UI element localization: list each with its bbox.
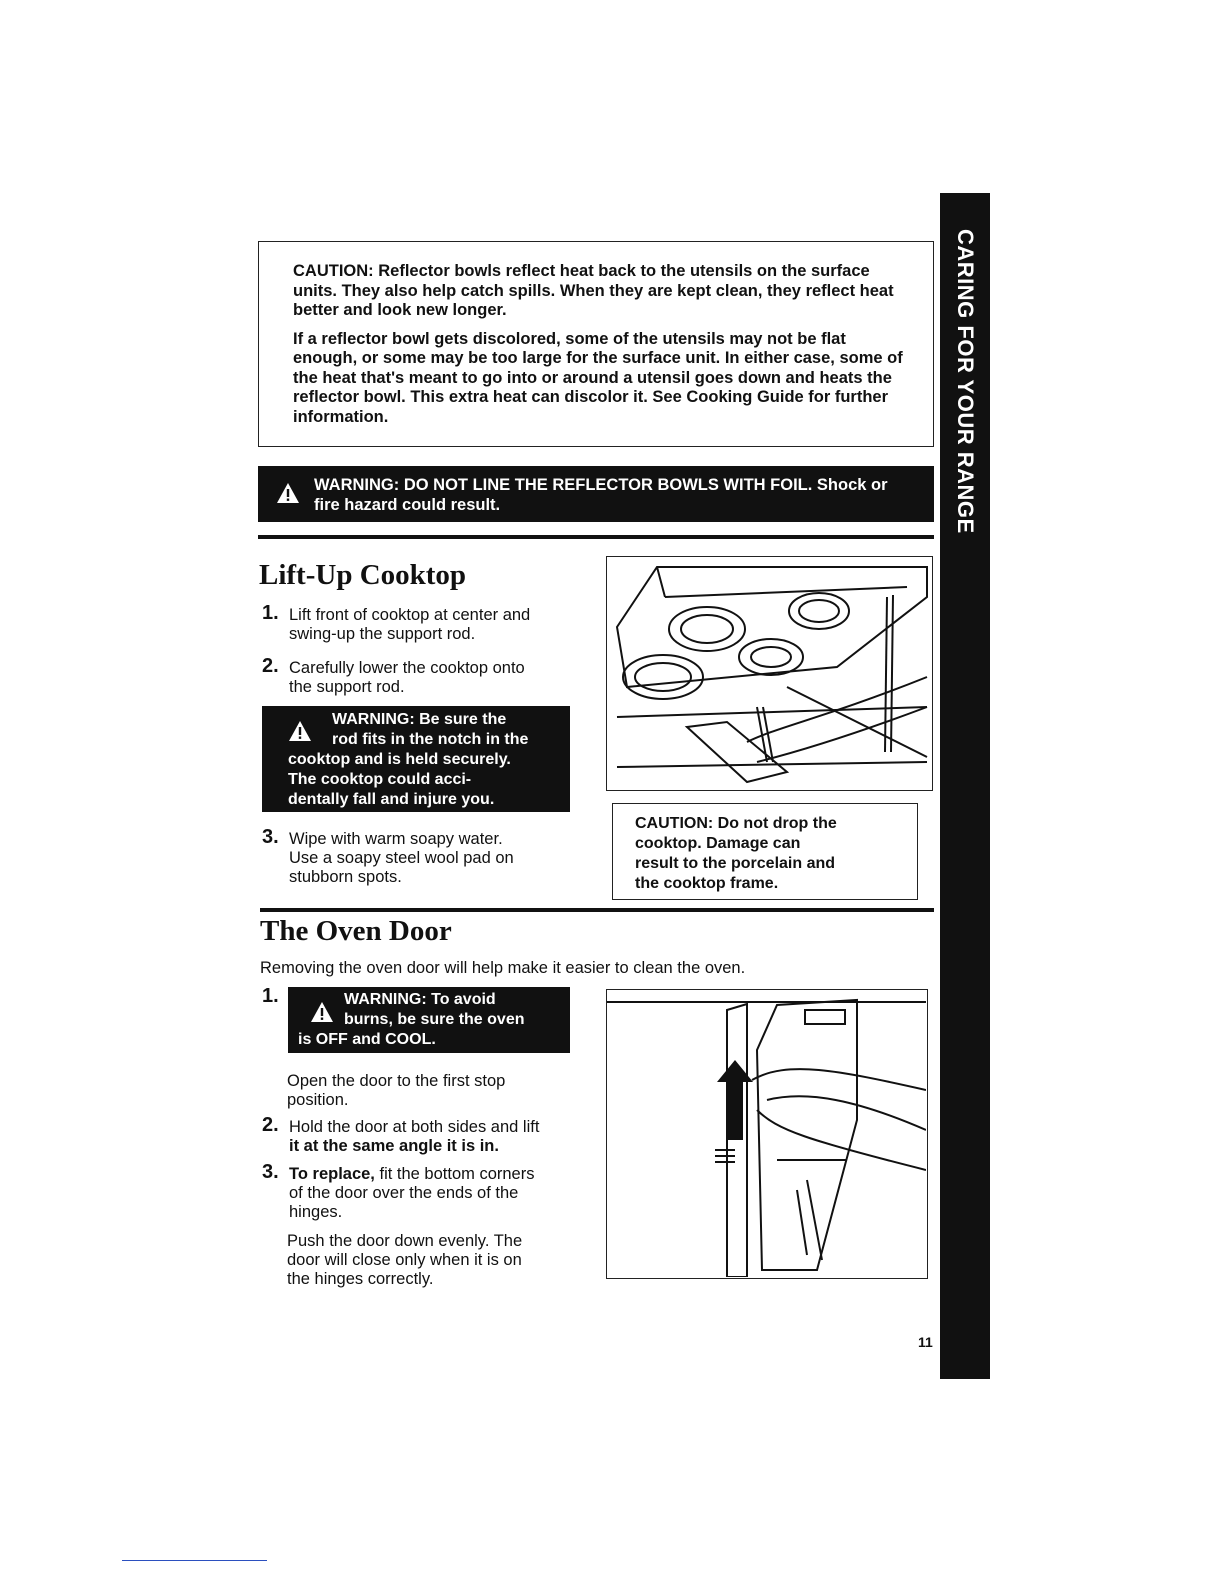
caution-reflector-box (258, 241, 934, 447)
oven-door-intro: Removing the oven door will help make it easier to clean the oven. (260, 959, 746, 977)
warning-rod-line-1: WARNING: Be sure the (332, 711, 507, 728)
step-text: position. (287, 1091, 349, 1109)
cooktop-lift-drawing (607, 557, 931, 789)
oven-door-drawing (607, 990, 926, 1277)
warning-rod-line-2: rod fits in the notch in the (332, 731, 529, 748)
side-tab (940, 193, 990, 1379)
warning-rod-line-3: cooktop and is held securely. (288, 751, 511, 768)
caution-drop-line-3: result to the porcelain and (635, 855, 836, 872)
step-text: Hold the door at both sides and lift (289, 1118, 540, 1136)
caution-paragraph-2: If a reflector bowl gets discolored, some of the utensils may not be flat enough, or some may be too large for the surface unit. In either case, some of the heat that's meant to go into or around a utensil goes down and heats the reflector bowl. This extra heat can discolor it. See Cooking Guide for further information. (293, 329, 903, 426)
warning-rod-line-5: dentally fall and injure you. (288, 791, 495, 808)
step-text: stubborn spots. (289, 868, 402, 886)
step-number: 1. (262, 985, 279, 1007)
caution-drop-line-4: the cooktop frame. (635, 875, 779, 892)
step-text: Carefully lower the cooktop onto (289, 659, 525, 677)
step-text: of the door over the ends of the (289, 1184, 519, 1202)
cooktop-illustration (606, 556, 933, 791)
warning-foil-line-2: fire hazard could result. (314, 496, 501, 514)
caution-drop-line-2: cooktop. Damage can (635, 835, 801, 852)
side-tab-label: CARING FOR YOUR RANGE (953, 229, 978, 534)
step-text: it at the same angle it is in. (289, 1137, 499, 1155)
step-number: 3. (262, 826, 279, 848)
warning-triangle-icon (310, 1001, 334, 1023)
step-text: swing-up the support rod. (289, 625, 476, 643)
warning-foil-banner (258, 466, 934, 522)
lift-up-cooktop-title: Lift-Up Cooktop (259, 559, 467, 591)
section-divider (258, 535, 934, 539)
step-text: Use a soapy steel wool pad on (289, 849, 514, 867)
warning-rod-box (262, 706, 570, 812)
oven-push-text (287, 1232, 522, 1289)
step-text: Open the door to the first stop (287, 1072, 506, 1090)
step-lead: To replace, (289, 1165, 375, 1183)
step-text: hinges. (289, 1203, 343, 1221)
warning-triangle-icon (276, 482, 300, 504)
footer-line (122, 1560, 267, 1561)
oven-door-title: The Oven Door (260, 915, 452, 947)
step-text: Lift front of cooktop at center and (289, 606, 531, 624)
warning-oven-line-2: burns, be sure the oven (344, 1011, 525, 1028)
warning-oven-line-3: is OFF and COOL. (298, 1031, 436, 1048)
step-text: Wipe with warm soapy water. (289, 830, 503, 848)
warning-foil-line-1: WARNING: DO NOT LINE THE REFLECTOR BOWLS WITH FOIL. Shock or (314, 476, 888, 494)
section-divider (260, 908, 934, 912)
warning-oven-cool-box (288, 987, 570, 1053)
step-text: Push the door down evenly. The (287, 1232, 523, 1250)
step-text: the support rod. (289, 678, 405, 696)
step-number: 2. (262, 655, 279, 677)
page-number: 11 (918, 1334, 933, 1350)
warning-triangle-icon (288, 720, 312, 742)
warning-rod-line-4: The cooktop could acci- (288, 771, 472, 788)
step-text: door will close only when it is on (287, 1251, 522, 1269)
step-text: fit the bottom corners (374, 1165, 535, 1183)
oven-step-1-text (287, 1072, 505, 1110)
oven-door-illustration (606, 989, 928, 1279)
step-number: 1. (262, 602, 279, 624)
step-number: 3. (262, 1161, 279, 1183)
caution-paragraph-1: CAUTION: Reflector bowls reflect heat back to the utensils on the surface units. They also help catch spills. When they are kept clean, they reflect heat better and look new longer. (293, 262, 894, 319)
caution-drop-line-1: CAUTION: Do not drop the (635, 815, 837, 832)
step-number: 2. (262, 1114, 279, 1136)
caution-drop-box (612, 803, 918, 900)
warning-oven-line-1: WARNING: To avoid (344, 991, 496, 1008)
step-text: the hinges correctly. (287, 1270, 434, 1288)
